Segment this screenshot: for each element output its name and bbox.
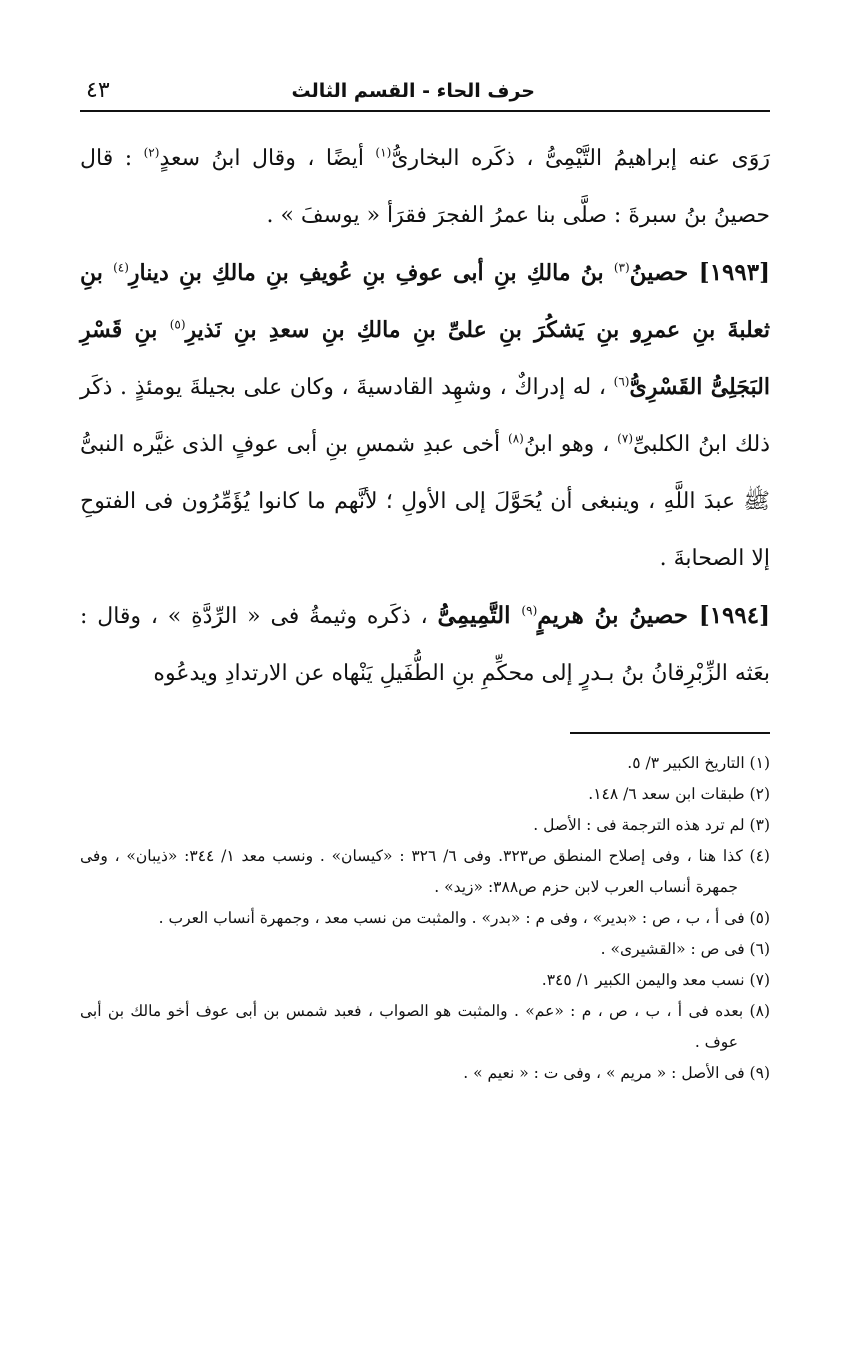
footnote-ref: (٣) [613, 260, 630, 275]
entry-number: [١٩٩٤] [698, 602, 771, 629]
footnote-ref: (٤) [113, 260, 129, 275]
book-page [80, 70, 770, 1089]
footnote-ref: (١) [375, 145, 392, 160]
footnote-ref: (٧) [617, 431, 633, 446]
entry-name: التَّمِيمِىُّ [437, 602, 522, 629]
entry-number: [١٩٩٣] [698, 259, 770, 286]
running-title: حرف الحاء - القسم الثالث [291, 80, 535, 102]
main-text [80, 130, 770, 702]
footnote-ref: (٥) [169, 317, 186, 332]
footnote: (٥) فى أ ، ب ، ص : «بدير» ، وفى م : «بدر» . والمثبت من نسب معد ، وجمهرة أنساب العرب . [158, 909, 770, 927]
lineage: بنِ قَسْرِ البَجَلِىُّ القَسْرِىُّ [80, 317, 771, 400]
running-head [80, 70, 770, 112]
footnote-ref: (٨) [508, 431, 524, 446]
footnote: (٦) فى ص : «القشيرى» . [600, 940, 770, 958]
footnote: (٣) لم ترد هذه الترجمة فى : الأصل . [533, 816, 770, 834]
entry-name: حصينُ [629, 259, 699, 286]
entry-1993 [80, 244, 770, 587]
text-run: ، له إدراكٌ ، وشهِد القادسيةَ ، وكان على بجيلةَ يومئذٍ . ذكَر ذلك ابنُ الكلبىِّ [80, 375, 771, 457]
footnotes [80, 748, 770, 1089]
footnote: (٤) كذا هنا ، وفى إصلاح المنطق ص٣٢٣. وفى ٦/ ٣٢٦ : «كيسان» . ونسب معد ١/ ٣٤٤: «ذيبان» ، وفى جمهرة أنساب العرب لابن حزم ص٣٨٨: «زيد» . [80, 847, 770, 896]
entry-1994 [80, 587, 770, 702]
footnote-separator [570, 732, 770, 734]
footnote: (٧) نسب معد واليمن الكبير ١/ ٣٤٥. [541, 971, 770, 989]
text-run: أخى عبدِ شمسِ بنِ أبى عوفٍ الذى غيَّره النبىُّ ﷺ عبدَ اللَّهِ ، وينبغى أن يُحَوَّلَ إلى الأولِ ؛ لأنَّهم ما كانوا يُؤَمِّرُون فى الفتوحِ إلا الصحابةَ . [80, 432, 770, 571]
lineage: بنُ مالكِ بنِ أبى عوفِ بنِ عُويفِ بنِ مالكِ بنِ دينارِ [128, 260, 614, 286]
footnote-ref: (٦) [613, 374, 630, 389]
text-run: رَوَى عنه إبراهيمُ التَّيْمِىُّ ، ذكَره البخارىُّ [391, 146, 770, 171]
footnote: (٨) بعده فى أ ، ب ، ص ، م : «عم» . والمثبت هو الصواب ، فعبد شمس بن أبى عوف أخو مالك بن أبى عوف . [80, 1002, 770, 1051]
footnote: (٩) فى الأصل : « مريم » ، وفى ت : « نعيم » . [463, 1064, 770, 1082]
text-run: ، وهو ابنُ [523, 432, 618, 457]
lineage: بنِ ثعلبةَ بنِ عمرِو بنِ يَشكُرَ بنِ علىِّ بنِ مالكِ بنِ سعدِ بنِ نَذيرِ [80, 260, 770, 343]
footnote-ref: (٢) [143, 145, 160, 160]
page-number: ٤٣ [86, 78, 110, 103]
footnote: (٢) طبقات ابن سعد ٦/ ١٤٨. [588, 785, 770, 803]
text-run: أيضًا ، وقال ابنُ سعدٍ [159, 146, 376, 171]
footnote-ref: (٩) [521, 603, 538, 618]
entry-name: حصينُ بنُ هريمٍ [537, 602, 699, 629]
text-run: ، ذكَره وثيمةُ فى « الرِّدَّةِ » ، وقال : بعَثه الزِّبْرِقانُ بنُ بـدرٍ إلى محكِّمِ بنِ الطُّفَيلِ يَنْهاه عن الارتدادِ ويدعُوه [80, 604, 770, 686]
footnote: (١) التاريخ الكبير ٣/ ٥. [627, 754, 770, 772]
paragraph-continuation [80, 130, 770, 244]
text-run: : قال حصينُ بنُ سبرةَ : صلَّى بنا عمرُ الفجرَ فقرَأ « يوسفَ » . [80, 146, 770, 228]
